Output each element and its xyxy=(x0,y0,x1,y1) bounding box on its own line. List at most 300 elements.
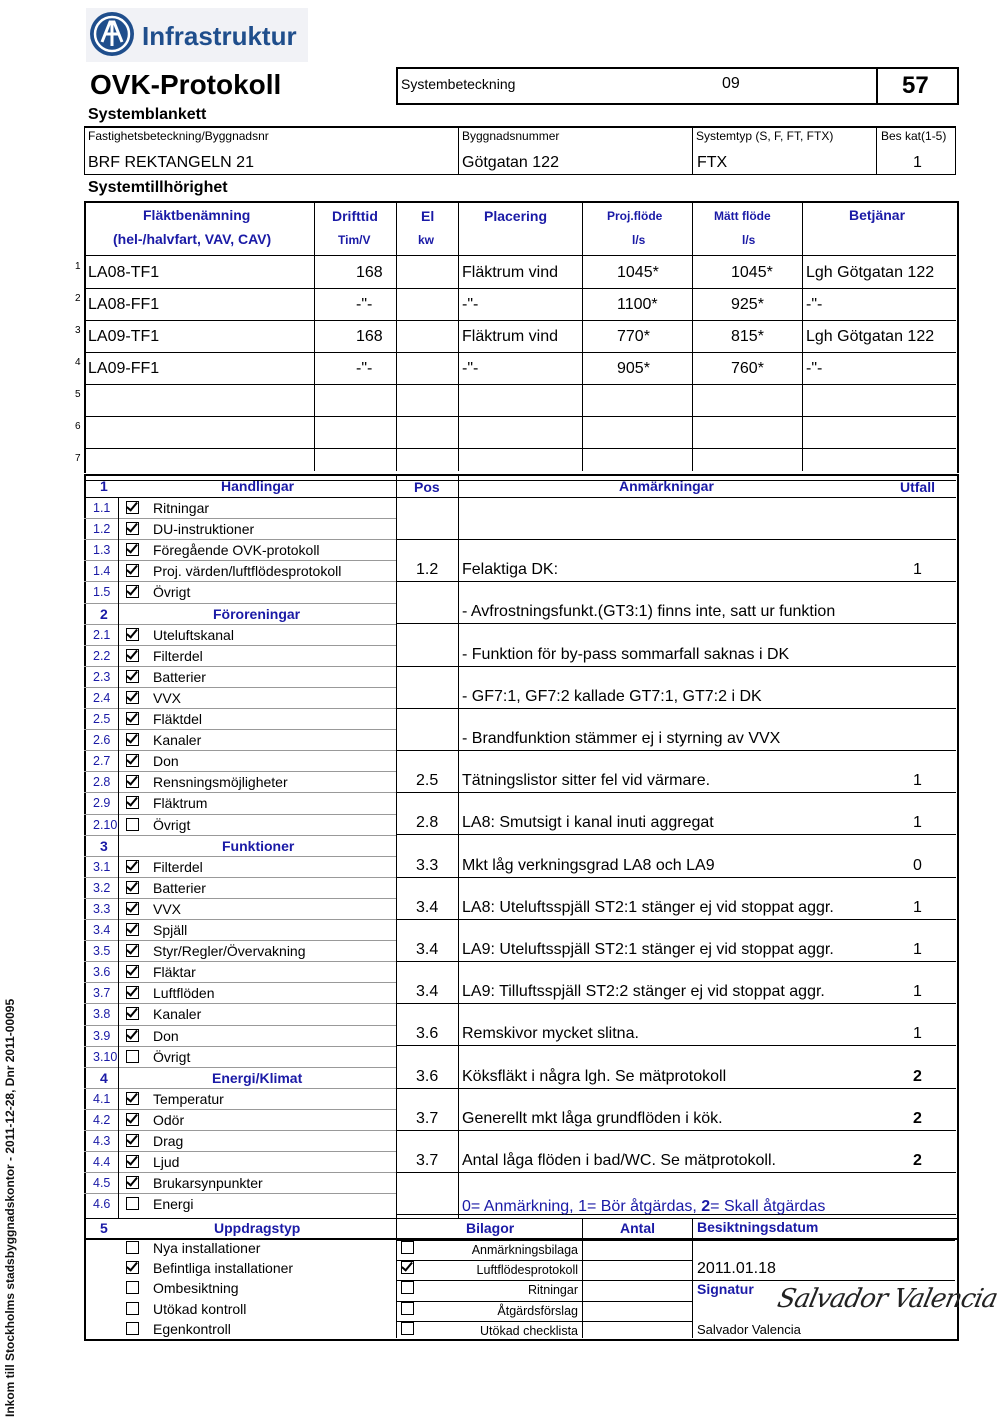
remark-text: LA9: Uteluftsspjäll ST2:1 stänger ej vid stoppat aggr. xyxy=(462,941,834,958)
systemtyp-label: Systemtyp (S, F, FT, FTX) xyxy=(696,129,834,143)
uppdragstyp-label: Befintliga installationer xyxy=(153,1260,294,1277)
checklist-row-divider xyxy=(84,518,396,519)
checklist-checkbox[interactable] xyxy=(126,628,139,641)
antal-title: Antal xyxy=(620,1220,655,1236)
checklist-item-id: 4.5 xyxy=(93,1176,111,1191)
checklist-item-id: 3.10 xyxy=(93,1049,118,1064)
checklist-checkbox[interactable] xyxy=(126,1113,139,1126)
checklist-item-id: 1.1 xyxy=(93,501,111,515)
bilagor-title: Bilagor xyxy=(466,1220,515,1236)
signature-image: Salvador Valencia xyxy=(774,1284,1000,1314)
remark-utfall: 1 xyxy=(913,772,922,790)
remarks-row-divider xyxy=(396,750,956,751)
page-subtitle: Systemblankett xyxy=(88,106,207,123)
fan-cell-betj: -"- xyxy=(806,296,823,313)
checklist-checkbox[interactable] xyxy=(126,796,139,809)
checklist-row-divider xyxy=(84,539,396,540)
checklist-checkbox[interactable] xyxy=(126,670,139,683)
checklist-row-divider xyxy=(84,940,396,941)
bottom-section-number: 5 xyxy=(100,1220,108,1236)
checklist-row-divider xyxy=(84,877,396,878)
remarks-row-divider xyxy=(396,1045,956,1046)
checklist-item-label: Batterier xyxy=(153,879,206,896)
checklist-item-id: 1.3 xyxy=(93,543,111,558)
fan-row-divider xyxy=(84,480,956,481)
remark-utfall: 1 xyxy=(913,561,922,579)
bilagor-row-divider xyxy=(396,1240,692,1241)
checklist-item-label: Drag xyxy=(153,1133,184,1149)
checklist-item-label: Kanaler xyxy=(153,732,202,749)
uppdragstyp-title: Uppdragstyp xyxy=(214,1220,301,1236)
fan-col-divider xyxy=(458,201,459,471)
checklist-item-id: 2.9 xyxy=(93,796,111,811)
remark-pos: 3.6 xyxy=(416,1067,439,1085)
fan-row-number: 3 xyxy=(75,325,81,336)
checklist-item-label: Styr/Regler/Övervakning xyxy=(153,943,306,960)
checklist-item-label: Rensningsmöjligheter xyxy=(153,774,288,791)
beskat-value: 1 xyxy=(913,154,922,171)
remark-pos: 3.6 xyxy=(416,1025,439,1043)
checklist-row-divider xyxy=(84,1025,396,1026)
checklist-checkbox[interactable] xyxy=(126,754,139,767)
bilagor-label: Luftflödesprotokoll xyxy=(476,1263,578,1278)
fan-header-el-unit: kw xyxy=(418,233,435,247)
checklist-col-divider xyxy=(396,474,397,1218)
checklist-row-divider xyxy=(84,750,396,751)
page-number: 57 xyxy=(902,72,929,99)
fan-cell-plac: Fläktrum vind xyxy=(462,328,559,345)
fan-header-mattflode-unit: l/s xyxy=(742,233,756,247)
checklist-item-id: 3.2 xyxy=(93,880,111,895)
checklist-item-id: 4.2 xyxy=(93,1112,111,1127)
fan-cell-plac: -"- xyxy=(462,360,479,377)
signatur-label: Signatur xyxy=(697,1281,754,1297)
checklist-section-title: Funktioner xyxy=(222,837,295,854)
checklist-checkbox[interactable] xyxy=(126,1092,139,1105)
fan-cell-betj: -"- xyxy=(806,360,823,377)
checklist-row-divider xyxy=(84,898,396,899)
fan-header-projflode: Proj.flöde xyxy=(607,209,663,223)
checklist-checkbox[interactable] xyxy=(126,564,139,577)
checklist-item-id: 2.6 xyxy=(93,733,111,748)
checklist-item-id: 3.5 xyxy=(93,944,111,959)
remark-text: - Brandfunktion stämmer ej i styrning av VVX xyxy=(462,730,781,747)
checklist-item-id: 4.4 xyxy=(93,1155,111,1170)
checklist-item-label: VVX xyxy=(153,689,182,706)
logo-emblem-icon xyxy=(88,10,136,58)
checklist-row-divider xyxy=(84,771,396,772)
remark-pos: 2.8 xyxy=(416,814,439,832)
remark-utfall: 1 xyxy=(913,983,922,1001)
checklist-item-label: Övrigt xyxy=(153,584,191,601)
checklist-section-number: 2 xyxy=(100,605,108,622)
checklist-section-title: Energi/Klimat xyxy=(212,1069,303,1086)
checklist-row-divider xyxy=(84,560,396,561)
remark-utfall: 2 xyxy=(913,1067,922,1085)
remark-pos: 3.7 xyxy=(416,1152,439,1169)
remark-text: Remskivor mycket slitna. xyxy=(462,1025,639,1043)
checklist-item-label: Fläktdel xyxy=(153,711,203,727)
checklist-checkbox[interactable] xyxy=(126,501,139,514)
checklist-item-id: 4.1 xyxy=(93,1091,111,1106)
fan-col-divider xyxy=(396,201,397,471)
checklist-item-id: 1.5 xyxy=(93,585,111,600)
remark-utfall: 2 xyxy=(913,1109,922,1127)
fan-row-number: 4 xyxy=(75,357,81,368)
fan-header-drifttid-unit: Tim/V xyxy=(338,233,371,247)
checklist-row-divider xyxy=(84,1172,396,1173)
legend xyxy=(462,1198,825,1216)
remarks-row-divider xyxy=(396,961,956,962)
legend-part-b: 2 xyxy=(701,1198,711,1215)
logo xyxy=(86,8,308,62)
checklist-item-id: 2.1 xyxy=(93,627,111,642)
bilagor-label: Utökad checklista xyxy=(480,1323,578,1338)
fan-cell-proj: 905* xyxy=(617,360,650,377)
uppdragstyp-label: Utökad kontroll xyxy=(153,1300,247,1317)
remarks-row-divider xyxy=(396,539,956,540)
checklist-checkbox[interactable] xyxy=(126,1155,139,1168)
remark-text: LA8: Uteluftsspjäll ST2:1 stänger ej vid stoppat aggr. xyxy=(462,898,834,916)
systembeteckning-label: Systembeteckning xyxy=(401,76,516,92)
checklist-item-label: Energi xyxy=(153,1196,194,1213)
fan-cell-name: LA08-TF1 xyxy=(88,264,160,281)
remark-text: Tätningslistor sitter fel vid värmare. xyxy=(462,772,711,790)
checklist-checkbox[interactable] xyxy=(126,775,139,788)
remark-utfall: 1 xyxy=(913,1025,922,1043)
remarks-row-divider xyxy=(396,581,956,582)
checklist-checkbox[interactable] xyxy=(126,1007,139,1020)
remarks-row-divider xyxy=(396,792,956,793)
remark-pos: 3.4 xyxy=(416,983,439,1001)
checklist-item-id: 2.5 xyxy=(93,712,111,726)
checklist-row-divider xyxy=(84,687,396,688)
checklist-checkbox[interactable] xyxy=(126,522,139,535)
checklist-item-label: Brukarsynpunkter xyxy=(153,1175,263,1192)
remark-text: - Avfrostningsfunkt.(GT3:1) finns inte, satt ur funktion xyxy=(462,603,836,621)
fan-cell-matt: 1045* xyxy=(731,264,773,281)
checklist-item-id: 3.8 xyxy=(93,1007,111,1022)
uppdragstyp-label: Ombesiktning xyxy=(153,1280,239,1297)
checklist-checkbox[interactable] xyxy=(126,944,139,957)
bilagor-checkbox[interactable] xyxy=(401,1261,414,1274)
uppdragstyp-checkbox[interactable] xyxy=(126,1322,139,1335)
checklist-item-label: Temperatur xyxy=(153,1090,224,1107)
checklist-row-divider xyxy=(84,1130,396,1131)
fan-cell-proj: 770* xyxy=(617,328,650,345)
remark-pos: 3.4 xyxy=(416,941,439,958)
remarks-row-divider xyxy=(396,877,956,878)
remark-pos: 3.4 xyxy=(416,898,439,916)
checklist-section-number: 4 xyxy=(100,1069,108,1086)
remark-text: - Funktion för by-pass sommarfall saknas i DK xyxy=(462,645,790,663)
fan-row-divider xyxy=(84,416,956,417)
checklist-item-label: Fläktrum xyxy=(153,795,208,812)
beskat-label: Bes kat(1-5) xyxy=(881,129,947,143)
checklist-row-divider xyxy=(84,603,396,604)
fan-row-number: 2 xyxy=(75,293,81,304)
remarks-row-divider xyxy=(396,1130,956,1131)
remark-text: Generellt mkt låga grundflöden i kök. xyxy=(462,1109,723,1127)
fan-col-divider xyxy=(692,201,693,471)
checklist-row-divider xyxy=(84,1193,396,1194)
remarks-row-divider xyxy=(396,834,956,835)
checklist-item-id: 3.9 xyxy=(93,1028,111,1043)
bilagor-checkbox[interactable] xyxy=(401,1322,414,1335)
checklist-item-id: 3.7 xyxy=(93,986,111,1001)
checklist-item-label: Don xyxy=(153,753,179,770)
fan-cell-matt: 760* xyxy=(731,360,764,377)
checklist-row-divider xyxy=(84,982,396,983)
checklist-row-divider xyxy=(84,835,396,836)
checklist-item-id: 2.2 xyxy=(93,648,111,663)
fan-cell-plac: Fläktrum vind xyxy=(462,264,559,281)
checklist-row-divider xyxy=(84,1088,396,1089)
remarks-row-divider xyxy=(396,623,956,624)
bilagor-checkbox[interactable] xyxy=(401,1241,414,1254)
checklist-item-label: Ljud xyxy=(153,1154,180,1171)
checklist-row-divider xyxy=(84,1003,396,1004)
checklist-row-divider xyxy=(84,1151,396,1152)
checklist-checkbox[interactable] xyxy=(126,543,139,556)
remark-text: LA8: Smutsigt i kanal inuti aggregat xyxy=(462,814,714,832)
checklist-row-divider xyxy=(84,1067,396,1068)
checklist-checkbox[interactable] xyxy=(126,1197,139,1210)
bilagor-row-divider xyxy=(396,1321,692,1322)
checklist-checkbox[interactable] xyxy=(126,1050,139,1063)
fastighet-label: Fastighetsbeteckning/Byggnadsnr xyxy=(88,129,269,143)
checklist-item-label: VVX xyxy=(153,900,182,917)
checklist-checkbox[interactable] xyxy=(126,733,139,746)
fan-header-betjanar: Betjänar xyxy=(849,207,906,223)
checklist-checkbox[interactable] xyxy=(126,818,139,831)
fan-row-number: 5 xyxy=(75,389,81,400)
fan-cell-proj: 1045* xyxy=(617,264,659,281)
checklist-item-label: DU-instruktioner xyxy=(153,521,255,538)
fan-cell-name: LA08-FF1 xyxy=(88,296,160,313)
fastighet-value: BRF REKTANGELN 21 xyxy=(88,154,254,171)
checklist-item-id: 2.4 xyxy=(93,690,111,705)
remark-utfall: 0 xyxy=(913,856,922,874)
checklist-item-id: 2.8 xyxy=(93,775,111,790)
fan-cell-name: LA09-FF1 xyxy=(88,360,160,377)
checklist-item-label: Batterier xyxy=(153,668,206,685)
legend-part-a: 0= Anmärkning, 1= Bör åtgärdas, xyxy=(462,1198,702,1215)
fan-header-drifttid: Drifttid xyxy=(332,208,378,224)
uppdragstyp-checkbox[interactable] xyxy=(126,1302,139,1315)
checklist-section-number: 3 xyxy=(100,837,108,854)
bilagor-label: Anmärkningsbilaga xyxy=(471,1243,578,1257)
systembeteckning-value: 09 xyxy=(722,75,740,92)
checklist-checkbox[interactable] xyxy=(126,691,139,704)
checklist-checkbox[interactable] xyxy=(126,902,139,915)
checklist-row-divider xyxy=(84,961,396,962)
checklist-item-label: Don xyxy=(153,1027,179,1044)
remarks-row-divider xyxy=(396,1172,956,1173)
checklist-item-id: 4.6 xyxy=(93,1197,111,1212)
checklist-checkbox[interactable] xyxy=(126,1134,139,1147)
checklist-row-divider xyxy=(84,624,396,625)
checklist-item-id: 3.4 xyxy=(93,923,111,937)
checklist-item-label: Luftflöden xyxy=(153,985,215,1002)
signer-name: Salvador Valencia xyxy=(697,1322,801,1337)
fan-row-divider xyxy=(84,448,956,449)
checklist-item-label: Övrigt xyxy=(153,816,191,833)
fan-cell-drift: 168 xyxy=(356,264,383,281)
checklist-checkbox[interactable] xyxy=(126,1176,139,1189)
checklist-checkbox[interactable] xyxy=(126,965,139,978)
remarks-header-utfall: Utfall xyxy=(900,479,935,495)
checklist-item-id: 1.2 xyxy=(93,522,111,537)
checklist-row-divider xyxy=(84,581,396,582)
remark-text: - GF7:1, GF7:2 kallade GT7:1, GT7:2 i DK xyxy=(462,687,762,705)
remarks-row-divider xyxy=(396,1088,956,1089)
checklist-row-divider xyxy=(84,1109,396,1110)
remark-text: LA9: Tilluftsspjäll ST2:2 stänger ej vid stoppat aggr. xyxy=(462,983,825,1001)
remark-utfall: 1 xyxy=(913,898,922,916)
bilagor-checkbox[interactable] xyxy=(401,1302,414,1315)
remark-text: Mkt låg verkningsgrad LA8 och LA9 xyxy=(462,856,715,874)
remark-pos: 1.2 xyxy=(416,561,439,579)
remarks-row-divider xyxy=(396,919,956,920)
systemtyp-value: FTX xyxy=(697,154,728,171)
remark-text: Felaktiga DK: xyxy=(462,561,559,579)
checklist-checkbox[interactable] xyxy=(126,649,139,662)
checklist-checkbox[interactable] xyxy=(126,923,139,936)
checklist-item-label: Filterdel xyxy=(153,647,203,664)
fan-cell-betj: Lgh Götgatan 122 xyxy=(806,264,935,281)
checklist-item-id: 1.4 xyxy=(93,564,111,579)
checklist-checkbox[interactable] xyxy=(126,881,139,894)
remark-pos: 3.3 xyxy=(416,856,439,874)
bilagor-label: Ritningar xyxy=(527,1283,578,1298)
remarks-header-anm: Anmärkningar xyxy=(619,478,714,494)
checklist-col-divider xyxy=(458,474,459,1218)
checklist-checkbox[interactable] xyxy=(126,712,139,725)
remark-text: Köksfläkt i några lgh. Se mätprotokoll xyxy=(462,1067,727,1085)
checklist-item-label: Spjäll xyxy=(153,922,188,938)
fan-row-divider xyxy=(84,352,956,353)
besiktningsdatum-value: 2011.01.18 xyxy=(697,1260,776,1277)
checklist-section-1-title: Handlingar xyxy=(221,478,295,494)
checklist-row-divider xyxy=(84,645,396,646)
fan-col-divider xyxy=(582,201,583,471)
checklist-item-label: Fläktar xyxy=(153,964,196,981)
bilagor-row-divider xyxy=(396,1301,692,1302)
checklist-row-divider xyxy=(84,666,396,667)
checklist-item-label: Kanaler xyxy=(153,1006,202,1023)
fan-row-number: 7 xyxy=(75,453,81,464)
checklist-checkbox[interactable] xyxy=(126,585,139,598)
checklist-row-divider xyxy=(84,792,396,793)
remark-utfall: 1 xyxy=(913,941,922,958)
fan-row-divider xyxy=(84,288,956,289)
checklist-checkbox[interactable] xyxy=(126,986,139,999)
fan-cell-drift: 168 xyxy=(356,328,383,345)
remarks-header-pos: Pos xyxy=(414,479,440,495)
checklist-item-id: 2.10 xyxy=(93,817,118,832)
fan-row-divider xyxy=(84,384,956,385)
checklist-item-label: Ritningar xyxy=(153,500,210,516)
checklist-item-label: Uteluftskanal xyxy=(153,626,234,643)
fan-col-divider xyxy=(802,201,803,471)
checklist-item-label: Filterdel xyxy=(153,858,203,875)
uppdragstyp-checkbox[interactable] xyxy=(126,1261,139,1274)
byggnad-value: Götgatan 122 xyxy=(462,154,559,171)
checklist-item-id: 2.7 xyxy=(93,754,111,769)
bilagor-label: Åtgärdsförslag xyxy=(497,1303,578,1318)
checklist-checkbox[interactable] xyxy=(126,860,139,873)
checklist-checkbox[interactable] xyxy=(126,1029,139,1042)
checklist-row-divider xyxy=(84,856,396,857)
uppdragstyp-label: Egenkontroll xyxy=(153,1320,231,1337)
logo-text: Infrastruktur xyxy=(142,21,297,51)
fan-col-divider xyxy=(314,201,315,471)
fan-cell-matt: 925* xyxy=(731,296,764,313)
checklist-col-divider xyxy=(118,497,119,1218)
byggnad-label: Byggnadsnummer xyxy=(462,129,560,143)
remark-pos: 2.5 xyxy=(416,772,439,790)
checklist-header-divider xyxy=(84,497,956,498)
remark-utfall: 2 xyxy=(913,1152,922,1169)
fan-row-number: 6 xyxy=(75,421,81,432)
bilagor-checkbox[interactable] xyxy=(401,1281,414,1294)
remark-utfall: 1 xyxy=(913,814,922,832)
fan-cell-matt: 815* xyxy=(731,328,764,345)
remarks-row-divider xyxy=(396,708,956,709)
fan-row-number: 1 xyxy=(75,261,81,272)
uppdragstyp-checkbox[interactable] xyxy=(126,1241,139,1254)
fan-cell-plac: -"- xyxy=(462,296,479,313)
uppdragstyp-checkbox[interactable] xyxy=(126,1281,139,1294)
checklist-row-divider xyxy=(84,708,396,709)
fan-header-mattflode: Mätt flöde xyxy=(714,209,771,223)
remark-pos: 3.7 xyxy=(416,1109,439,1127)
checklist-row-divider xyxy=(84,814,396,815)
fan-header-el: El xyxy=(421,208,435,224)
checklist-item-label: Föregående OVK-protokoll xyxy=(153,542,320,559)
remarks-row-divider xyxy=(396,1003,956,1004)
uppdragstyp-label: Nya installationer xyxy=(153,1240,261,1256)
fan-cell-proj: 1100* xyxy=(617,296,658,313)
fan-cell-drift: -"- xyxy=(356,296,373,313)
fan-cell-drift: -"- xyxy=(356,360,373,377)
fan-row-divider xyxy=(84,320,956,321)
page-title: OVK-Protokoll xyxy=(90,69,282,100)
checklist-row-divider xyxy=(84,919,396,920)
legend-part-c: = Skall åtgärdas xyxy=(710,1198,826,1215)
checklist-row-divider xyxy=(84,729,396,730)
checklist-item-label: Odör xyxy=(153,1111,185,1128)
fan-header-name: Fläktbenämning xyxy=(143,207,251,223)
checklist-item-id: 3.6 xyxy=(93,965,111,980)
remarks-row-divider xyxy=(396,666,956,667)
checklist-row-divider xyxy=(84,1046,396,1047)
fan-cell-name: LA09-TF1 xyxy=(88,328,160,345)
remark-text: Antal låga flöden i bad/WC. Se mätprotokoll. xyxy=(462,1152,776,1169)
fan-header-name-sub: (hel-/halvfart, VAV, CAV) xyxy=(113,231,272,247)
checklist-item-id: 3.3 xyxy=(93,901,111,916)
checklist-section-1-number: 1 xyxy=(100,478,108,494)
bilagor-row-divider xyxy=(396,1260,692,1261)
fan-header-projflode-unit: l/s xyxy=(632,233,646,247)
checklist-item-label: Övrigt xyxy=(153,1048,191,1065)
fan-header-divider xyxy=(84,255,956,256)
received-stamp-text: Inkom till Stockholms stadsbyggnadskontor - 2011-12-28, Dnr 2011-00095 xyxy=(3,998,17,1417)
besiktningsdatum-label: Besiktningsdatum xyxy=(697,1219,819,1235)
checklist-item-id: 3.1 xyxy=(93,859,111,874)
fan-header-placering: Placering xyxy=(484,208,548,224)
